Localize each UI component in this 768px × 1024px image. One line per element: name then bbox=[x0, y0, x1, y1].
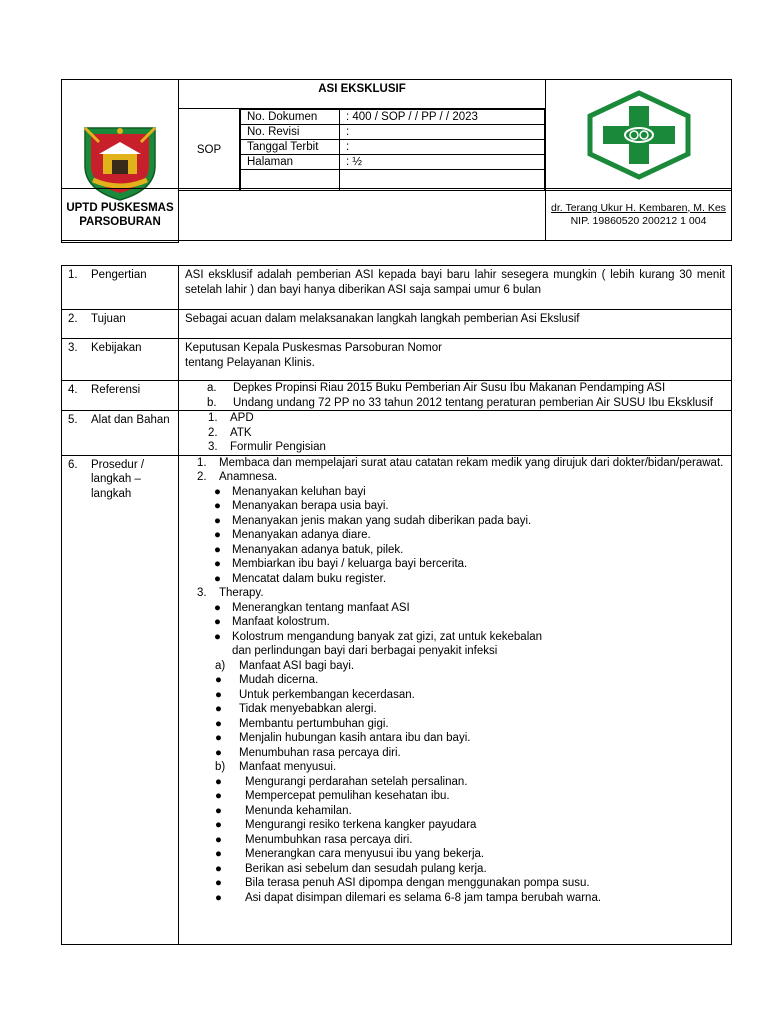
meta-value: : ½ bbox=[340, 155, 545, 170]
list-item bbox=[185, 746, 725, 761]
bullet-icon: ● bbox=[215, 717, 222, 730]
list-marker: 3. bbox=[197, 587, 207, 599]
list-item bbox=[185, 804, 725, 819]
label-line: langkah – bbox=[91, 473, 141, 485]
meta-value: : 400 / SOP / / PP / / 2023 bbox=[340, 110, 545, 125]
section-number: 2. bbox=[68, 313, 78, 325]
list-item bbox=[185, 470, 725, 485]
list-text: Tidak menyebabkan alergi. bbox=[239, 703, 377, 715]
meta-key: No. Dokumen bbox=[241, 110, 340, 125]
list-text: Manfaat kolostrum. bbox=[232, 616, 330, 628]
bullet-icon: ● bbox=[214, 543, 221, 556]
bullet-icon: ● bbox=[215, 674, 222, 686]
list-text: Menerangkan cara menyusui ibu yang bekerja. bbox=[245, 848, 485, 860]
list-text: Undang undang 72 PP no 33 tahun 2012 tentang peraturan pemberian Air SUSU Ibu Eksklusif bbox=[233, 396, 713, 409]
list-item bbox=[185, 543, 725, 558]
list-text: Membantu pertumbuhan gigi. bbox=[239, 717, 389, 730]
bullet-icon: ● bbox=[214, 572, 221, 585]
section-text-kebijakan bbox=[179, 339, 732, 381]
list-item bbox=[185, 818, 725, 833]
list-text: Menanyakan adanya batuk, pilek. bbox=[232, 543, 404, 556]
list-text: Manfaat ASI bagi bayi. bbox=[239, 659, 355, 672]
list-text: Untuk perkembangan kecerdasan. bbox=[239, 688, 415, 701]
meta-spacer bbox=[340, 170, 545, 191]
section-text-referensi bbox=[179, 381, 732, 411]
bullet-icon: ● bbox=[215, 819, 222, 831]
label-line: langkah bbox=[91, 487, 132, 500]
bullet-icon: ● bbox=[215, 877, 222, 889]
bullet-icon: ● bbox=[215, 732, 222, 744]
list-text: Mudah dicerna. bbox=[239, 674, 319, 686]
list-item bbox=[185, 528, 725, 543]
signer-nip: NIP. 19860520 200212 1 004 bbox=[570, 214, 707, 227]
list-item bbox=[185, 630, 725, 659]
meta-key: No. Revisi bbox=[241, 125, 340, 140]
list-item bbox=[185, 731, 725, 746]
section-label: Alat dan Bahan bbox=[91, 414, 170, 426]
list-text: Menumbuhan rasa percaya diri. bbox=[239, 746, 401, 759]
list-item bbox=[185, 440, 725, 455]
organization-name bbox=[62, 189, 179, 241]
kebijakan-line: tentang Pelayanan Klinis. bbox=[185, 356, 315, 369]
section-label bbox=[91, 458, 144, 502]
list-text: Bila terasa penuh ASI dipompa dengan menggunakan pompa susu. bbox=[245, 877, 590, 889]
section-number: 1. bbox=[68, 269, 78, 281]
bullet-icon: ● bbox=[214, 500, 221, 512]
list-marker: 2. bbox=[197, 471, 207, 483]
list-text: Menanyakan adanya diare. bbox=[232, 529, 371, 541]
section-label-prosedur bbox=[62, 455, 179, 945]
list-item bbox=[185, 485, 725, 500]
section-text-prosedur bbox=[179, 455, 732, 945]
section-label: Kebijakan bbox=[91, 342, 142, 354]
list-text: Menunda kehamilan. bbox=[245, 804, 352, 817]
section-label: Referensi bbox=[91, 384, 141, 396]
list-text: Mempercepat pemulihan kesehatan ibu. bbox=[245, 790, 450, 802]
document-meta-cell bbox=[240, 109, 546, 191]
list-marker: 1. bbox=[197, 456, 207, 469]
sop-content-table bbox=[61, 265, 732, 945]
list-marker: b) bbox=[215, 761, 226, 773]
empty-cell bbox=[179, 189, 546, 241]
meta-key: Tanggal Terbit bbox=[241, 140, 340, 155]
list-item bbox=[185, 833, 725, 848]
list-text: Menanyakan jenis makan yang sudah diberikan pada bayi. bbox=[232, 514, 532, 527]
list-text: Formulir Pengisian bbox=[230, 441, 326, 453]
list-item bbox=[185, 615, 725, 630]
meta-value: : bbox=[340, 125, 545, 140]
org-line2: PARSOBURAN bbox=[79, 215, 161, 228]
section-number: 4. bbox=[68, 384, 78, 396]
list-item bbox=[185, 381, 725, 396]
document-meta-table bbox=[240, 109, 545, 190]
list-text: Anamnesa. bbox=[219, 471, 278, 483]
section-number: 6. bbox=[68, 458, 78, 471]
list-text bbox=[232, 630, 542, 659]
puskesmas-logo-icon bbox=[585, 90, 693, 180]
bullet-icon: ● bbox=[215, 804, 222, 817]
list-text: Asi dapat disimpan dilemari es selama 6-8 jam tampa berubah warna. bbox=[245, 891, 602, 904]
list-text: APD bbox=[230, 412, 254, 424]
list-marker: 3. bbox=[208, 441, 218, 453]
bullet-icon: ● bbox=[215, 848, 222, 860]
signer-name: dr. Terang Ukur H. Kembaren, M. Kes bbox=[551, 201, 726, 214]
list-text: Depkes Propinsi Riau 2015 Buku Pemberian Air Susu Ibu Makanan Pendamping ASI bbox=[233, 382, 666, 394]
list-item bbox=[185, 572, 725, 587]
section-label-pengertian bbox=[62, 266, 179, 310]
list-item bbox=[185, 456, 725, 471]
list-marker: b. bbox=[207, 396, 217, 409]
list-item bbox=[185, 586, 725, 601]
meta-key: Halaman bbox=[241, 155, 340, 170]
list-text: Membiarkan ibu bayi / keluarga bayi bercerita. bbox=[232, 558, 468, 570]
list-item bbox=[185, 426, 725, 441]
list-item bbox=[185, 775, 725, 790]
puskesmas-logo-cell bbox=[546, 80, 732, 191]
bullet-icon: ● bbox=[214, 485, 221, 498]
list-marker: a) bbox=[215, 659, 226, 672]
list-item bbox=[185, 891, 725, 906]
bullet-icon: ● bbox=[214, 529, 221, 541]
list-text: ATK bbox=[230, 426, 252, 439]
list-item bbox=[185, 702, 725, 717]
list-item bbox=[185, 717, 725, 732]
org-line1: UPTD PUSKESMAS bbox=[66, 201, 174, 214]
bullet-icon: ● bbox=[215, 833, 222, 846]
list-text: Membaca dan mempelajari surat atau catatan rekam medik yang dirujuk dari dokter/bidan/perawat. bbox=[219, 456, 724, 469]
sop-label: SOP bbox=[179, 109, 240, 191]
header-footer-row bbox=[61, 188, 732, 241]
list-item bbox=[185, 688, 725, 703]
list-marker: 1. bbox=[208, 412, 218, 424]
section-label-alat bbox=[62, 411, 179, 456]
section-label: Tujuan bbox=[91, 313, 126, 325]
list-item bbox=[185, 673, 725, 688]
section-text-tujuan: Sebagai acuan dalam melaksanakan langkah langkah pemberian Asi Ekslusif bbox=[179, 310, 732, 339]
list-item bbox=[185, 789, 725, 804]
section-label-referensi bbox=[62, 381, 179, 411]
meta-spacer bbox=[241, 170, 340, 191]
list-text: Mencatat dalam buku register. bbox=[232, 572, 387, 585]
section-label: Pengertian bbox=[91, 269, 147, 281]
text-line: Kolostrum mengandung banyak zat gizi, zat untuk kekebalan bbox=[232, 630, 543, 643]
bullet-icon: ● bbox=[215, 688, 222, 701]
list-text: Menanyakan berapa usia bayi. bbox=[232, 500, 389, 512]
list-item bbox=[185, 659, 725, 674]
list-item bbox=[185, 411, 725, 426]
list-text: Mengurangi resiko terkena kangker payudara bbox=[245, 819, 477, 831]
bullet-icon: ● bbox=[214, 558, 221, 570]
list-marker: a. bbox=[207, 382, 217, 394]
list-item bbox=[185, 760, 725, 775]
meta-value: : bbox=[340, 140, 545, 155]
list-item bbox=[185, 601, 725, 616]
section-text-pengertian: ASI eksklusif adalah pemberian ASI kepada bayi baru lahir sesegera mungkin ( lebih kurang 30 menit setelah lahir ) dan bayi hanya diberikan ASI saja sampai umur 6 bulan bbox=[179, 266, 732, 310]
section-label-tujuan bbox=[62, 310, 179, 339]
section-label-kebijakan bbox=[62, 339, 179, 381]
list-item bbox=[185, 557, 725, 572]
bullet-icon: ● bbox=[215, 862, 222, 875]
list-item bbox=[185, 514, 725, 529]
list-item bbox=[185, 876, 725, 891]
text-line: dan perlindungan bayi dari berbagai penyakit infeksi bbox=[232, 645, 498, 657]
document-title: ASI EKSKLUSIF bbox=[179, 80, 546, 109]
list-text: Therapy. bbox=[219, 587, 264, 599]
list-text: Mengurangi perdarahan setelah persalinan. bbox=[245, 775, 468, 788]
list-text: Menjalin hubungan kasih antara ibu dan bayi. bbox=[239, 732, 471, 744]
list-text: Manfaat menyusui. bbox=[239, 761, 337, 773]
bullet-icon: ● bbox=[214, 616, 221, 628]
bullet-icon: ● bbox=[215, 775, 222, 788]
label-line: Prosedur / bbox=[91, 458, 145, 471]
list-item bbox=[185, 862, 725, 877]
list-item bbox=[185, 499, 725, 514]
kebijakan-line: Keputusan Kepala Puskesmas Parsoburan Nomor bbox=[185, 342, 442, 354]
list-marker: 2. bbox=[208, 426, 218, 439]
bullet-icon: ● bbox=[215, 746, 222, 759]
bullet-icon: ● bbox=[214, 601, 221, 614]
section-number: 3. bbox=[68, 342, 78, 354]
bullet-icon: ● bbox=[215, 703, 222, 715]
list-text: Menanyakan keluhan bayi bbox=[232, 485, 366, 498]
list-item bbox=[185, 847, 725, 862]
signer-cell bbox=[546, 189, 732, 241]
list-text: Menumbuhkan rasa percaya diri. bbox=[245, 833, 413, 846]
bullet-icon: ● bbox=[215, 891, 222, 904]
list-text: Menerangkan tentang manfaat ASI bbox=[232, 601, 410, 614]
section-text-alat bbox=[179, 411, 732, 456]
bullet-icon: ● bbox=[214, 514, 221, 527]
list-text: Berikan asi sebelum dan sesudah pulang kerja. bbox=[245, 862, 487, 875]
bullet-icon: ● bbox=[215, 790, 222, 802]
section-number: 5. bbox=[68, 414, 78, 426]
list-item bbox=[185, 396, 725, 411]
bullet-icon: ● bbox=[214, 630, 221, 643]
